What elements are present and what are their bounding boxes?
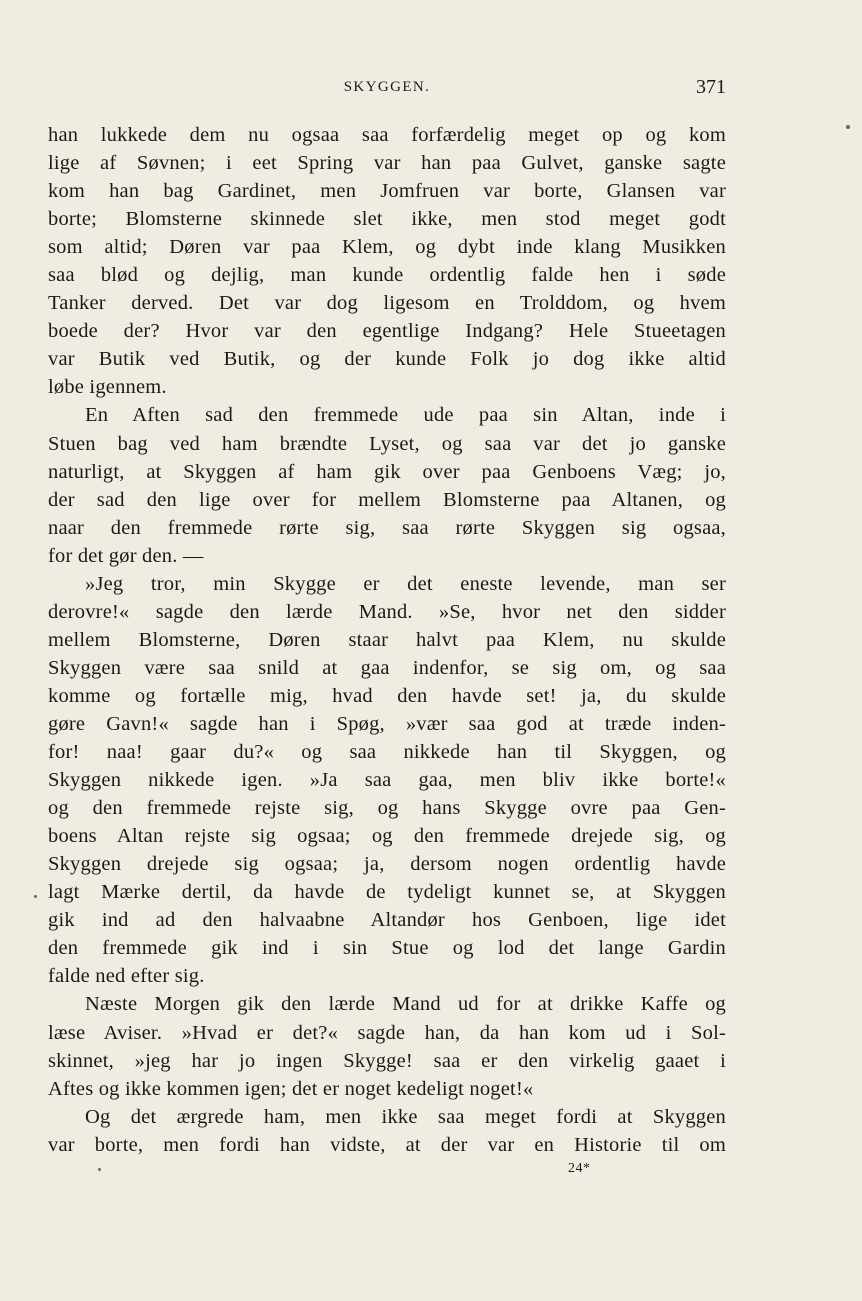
paper-speck [98,1168,101,1171]
text-line: gik ind ad den halvaabne Altandør hos Genboen, lige idet [48,909,726,932]
text-line: lige af Søvnen; i eet Spring var han paa Gulvet, ganske sagte [48,152,726,175]
running-title: SKYGGEN. [343,79,431,95]
text-line: som altid; Døren var paa Klem, og dybt inde klang Musikken [48,236,726,259]
text-line: for det gør den. — [48,544,204,567]
text-line: falde ned efter sig. [48,965,205,988]
paper-speck [846,125,850,129]
text-line: Tanker derved. Det var dog ligesom en Trolddom, og hvem [48,292,726,315]
text-line: Skyggen drejede sig ogsaa; ja, dersom nogen ordentlig havde [48,853,726,876]
text-line: Aftes og ikke kommen igen; det er noget kedeligt noget!« [48,1077,534,1100]
text-line: Stuen bag ved ham brændte Lyset, og saa var det jo ganske [48,432,726,455]
text-line: og den fremmede rejste sig, og hans Skygge ovre paa Gen- [48,797,726,820]
text-line: »Jeg tror, min Skygge er det eneste levende, man ser [85,572,726,595]
text-line: saa blød og dejlig, man kunde ordentlig falde hen i søde [48,264,726,287]
text-line: lagt Mærke dertil, da havde de tydeligt kunnet se, at Skyggen [48,881,726,904]
text-line: for! naa! gaar du?« og saa nikkede han til Skyggen, og [48,741,726,764]
text-line: naturligt, at Skyggen af ham gik over paa Genboens Væg; jo, [48,460,726,483]
text-line: Næste Morgen gik den lærde Mand ud for at drikke Kaffe og [85,993,726,1016]
signature-mark: 24* [568,1161,591,1176]
text-line: komme og fortælle mig, hvad den havde set! ja, du skulde [48,684,726,707]
text-line: boede der? Hvor var den egentlige Indgang? Hele Stueetagen [48,320,726,343]
text-line: skinnet, »jeg har jo ingen Skygge! saa er den virkelig gaaet i [48,1049,726,1072]
text-line: Skyggen være saa snild at gaa indenfor, se sig om, og saa [48,656,726,679]
text-line: læse Aviser. »Hvad er det?« sagde han, da han kom ud i Sol- [48,1021,726,1044]
text-line: boens Altan rejste sig ogsaa; og den fremmede drejede sig, og [48,825,726,848]
text-line: løbe igennem. [48,376,167,399]
body-text [48,121,726,1159]
text-line: gøre Gavn!« sagde han i Spøg, »vær saa god at træde inden- [48,712,726,735]
text-line: derovre!« sagde den lærde Mand. »Se, hvor net den sidder [48,600,726,623]
text-line: han lukkede dem nu ogsaa saa forfærdelig meget op og kom [48,124,726,146]
paper-speck [34,895,37,898]
text-line: En Aften sad den fremmede ude paa sin Altan, inde i [85,404,726,427]
text-line: kom han bag Gardinet, men Jomfruen var borte, Glansen var [48,180,726,203]
text-line: var borte, men fordi han vidste, at der var en Historie til om [48,1133,726,1156]
text-line: den fremmede gik ind i sin Stue og lod det lange Gardin [48,937,726,960]
text-line: naar den fremmede rørte sig, saa rørte Skyggen sig ogsaa, [48,516,726,539]
page-header [48,76,726,100]
page-number: 371 [696,76,726,98]
text-line: mellem Blomsterne, Døren staar halvt paa Klem, nu skulde [48,628,726,651]
text-line: der sad den lige over for mellem Blomsterne paa Altanen, og [48,488,726,511]
text-line: var Butik ved Butik, og der kunde Folk jo dog ikke altid [48,348,726,371]
text-line: Skyggen nikkede igen. »Ja saa gaa, men bliv ikke borte!« [48,769,726,792]
text-line: borte; Blomsterne skinnede slet ikke, men stod meget godt [48,208,726,231]
text-line: Og det ærgrede ham, men ikke saa meget fordi at Skyggen [85,1105,726,1128]
